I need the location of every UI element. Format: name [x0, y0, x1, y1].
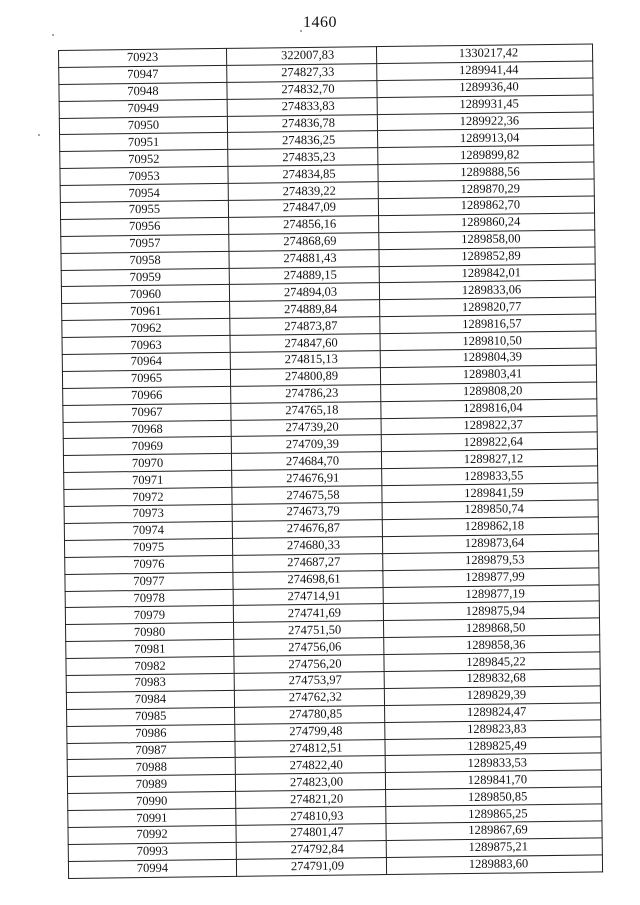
- y-coordinate-cell: 1289833,53: [385, 753, 601, 773]
- y-coordinate-cell: 1289808,20: [381, 382, 597, 402]
- x-coordinate-cell: 274739,20: [231, 418, 381, 437]
- x-coordinate-cell: 274894,03: [229, 283, 379, 302]
- x-coordinate-cell: 274709,39: [231, 435, 381, 454]
- x-coordinate-cell: 274753,97: [234, 672, 384, 691]
- point-id-cell: 70992: [68, 825, 236, 844]
- y-coordinate-cell: 1289832,68: [384, 669, 600, 689]
- point-id-cell: 70975: [64, 538, 232, 557]
- point-id-cell: 70948: [59, 82, 227, 101]
- point-id-cell: 70958: [61, 251, 229, 270]
- x-coordinate-cell: 274889,15: [229, 266, 379, 285]
- y-coordinate-cell: 1289913,04: [378, 128, 594, 148]
- y-coordinate-cell: 1330217,42: [376, 44, 592, 64]
- x-coordinate-cell: 274847,09: [228, 199, 378, 218]
- y-coordinate-cell: 1289822,64: [381, 432, 597, 452]
- scan-speck: [300, 30, 302, 32]
- point-id-cell: 70988: [67, 758, 235, 777]
- point-id-cell: 70968: [63, 420, 231, 439]
- point-id-cell: 70955: [60, 200, 228, 219]
- y-coordinate-cell: 1289875,94: [383, 601, 599, 621]
- point-id-cell: 70969: [63, 437, 231, 456]
- y-coordinate-cell: 1289822,37: [381, 416, 597, 436]
- x-coordinate-cell: 274835,23: [228, 148, 378, 167]
- point-id-cell: 70964: [62, 352, 230, 371]
- x-coordinate-cell: 274765,18: [231, 401, 381, 420]
- point-id-cell: 70966: [63, 386, 231, 405]
- x-coordinate-cell: 274836,25: [228, 131, 378, 150]
- scan-speck: [52, 34, 54, 36]
- y-coordinate-cell: 1289823,83: [385, 720, 601, 740]
- x-coordinate-cell: 274868,69: [229, 232, 379, 251]
- point-id-cell: 70962: [62, 319, 230, 338]
- point-id-cell: 70959: [61, 268, 229, 287]
- y-coordinate-cell: 1289873,64: [382, 534, 598, 554]
- y-coordinate-cell: 1289862,70: [378, 196, 594, 216]
- coordinates-table-body: [59, 44, 603, 878]
- x-coordinate-cell: 274687,27: [233, 553, 383, 572]
- point-id-cell: 70949: [59, 99, 227, 118]
- y-coordinate-cell: 1289941,44: [377, 61, 593, 81]
- point-id-cell: 70980: [66, 623, 234, 642]
- point-id-cell: 70957: [61, 234, 229, 253]
- y-coordinate-cell: 1289827,12: [381, 449, 597, 469]
- y-coordinate-cell: 1289888,56: [378, 162, 594, 182]
- x-coordinate-cell: 274834,85: [228, 165, 378, 184]
- point-id-cell: 70982: [66, 656, 234, 675]
- y-coordinate-cell: 1289883,60: [386, 855, 602, 875]
- y-coordinate-cell: 1289816,04: [381, 399, 597, 419]
- y-coordinate-cell: 1289870,29: [378, 179, 594, 199]
- x-coordinate-cell: 274762,32: [234, 688, 384, 707]
- point-id-cell: 70994: [68, 859, 236, 878]
- point-id-cell: 70970: [63, 454, 231, 473]
- x-coordinate-cell: 274676,87: [232, 520, 382, 539]
- point-id-cell: 70976: [65, 555, 233, 574]
- y-coordinate-cell: 1289852,89: [379, 247, 595, 267]
- point-id-cell: 70993: [68, 842, 236, 861]
- y-coordinate-cell: 1289922,36: [377, 112, 593, 132]
- y-coordinate-cell: 1289867,69: [386, 821, 602, 841]
- x-coordinate-cell: 274698,61: [233, 570, 383, 589]
- y-coordinate-cell: 1289868,50: [383, 618, 599, 638]
- y-coordinate-cell: 1289865,25: [386, 804, 602, 824]
- x-coordinate-cell: 274684,70: [231, 452, 381, 471]
- x-coordinate-cell: 274675,58: [232, 486, 382, 505]
- y-coordinate-cell: 1289858,36: [384, 635, 600, 655]
- point-id-cell: 70989: [67, 775, 235, 794]
- x-coordinate-cell: 274881,43: [229, 249, 379, 268]
- y-coordinate-cell: 1289833,06: [379, 280, 595, 300]
- point-id-cell: 70973: [64, 504, 232, 523]
- point-id-cell: 70961: [62, 302, 230, 321]
- point-id-cell: 70974: [64, 521, 232, 540]
- point-id-cell: 70981: [66, 640, 234, 659]
- x-coordinate-cell: 274832,70: [227, 80, 377, 99]
- page-number: 1460: [303, 14, 337, 31]
- coordinates-table-container: [58, 43, 602, 878]
- y-coordinate-cell: 1289860,24: [379, 213, 595, 233]
- y-coordinate-cell: 1289841,70: [385, 770, 601, 790]
- y-coordinate-cell: 1289825,49: [385, 736, 601, 756]
- point-id-cell: 70971: [64, 471, 232, 490]
- y-coordinate-cell: 1289862,18: [382, 517, 598, 537]
- y-coordinate-cell: 1289842,01: [379, 264, 595, 284]
- point-id-cell: 70991: [68, 808, 236, 827]
- point-id-cell: 70972: [64, 488, 232, 507]
- x-coordinate-cell: 274676,91: [232, 469, 382, 488]
- x-coordinate-cell: 274786,23: [231, 384, 381, 403]
- y-coordinate-cell: 1289845,22: [384, 652, 600, 672]
- scan-speck: [38, 134, 40, 136]
- y-coordinate-cell: 1289877,19: [383, 584, 599, 604]
- point-id-cell: 70987: [67, 741, 235, 760]
- x-coordinate-cell: 274815,13: [230, 351, 380, 370]
- x-coordinate-cell: 274810,93: [236, 807, 386, 826]
- x-coordinate-cell: 274856,16: [229, 216, 379, 235]
- x-coordinate-cell: 274799,48: [235, 722, 385, 741]
- point-id-cell: 70967: [63, 403, 231, 422]
- point-id-cell: 70985: [67, 707, 235, 726]
- x-coordinate-cell: 322007,83: [226, 47, 376, 66]
- point-id-cell: 70960: [61, 285, 229, 304]
- point-id-cell: 70952: [60, 150, 228, 169]
- y-coordinate-cell: 1289803,41: [380, 365, 596, 385]
- y-coordinate-cell: 1289879,53: [383, 551, 599, 571]
- x-coordinate-cell: 274836,78: [227, 114, 377, 133]
- y-coordinate-cell: 1289875,21: [386, 838, 602, 858]
- point-id-cell: 70947: [59, 65, 227, 84]
- y-coordinate-cell: 1289936,40: [377, 78, 593, 98]
- x-coordinate-cell: 274822,40: [235, 756, 385, 775]
- y-coordinate-cell: 1289833,55: [382, 466, 598, 486]
- point-id-cell: 70984: [66, 690, 234, 709]
- y-coordinate-cell: 1289820,77: [380, 297, 596, 317]
- x-coordinate-cell: 274714,91: [233, 587, 383, 606]
- y-coordinate-cell: 1289931,45: [377, 95, 593, 115]
- y-coordinate-cell: 1289841,59: [382, 483, 598, 503]
- x-coordinate-cell: 274792,84: [236, 840, 386, 859]
- y-coordinate-cell: 1289824,47: [385, 703, 601, 723]
- y-coordinate-cell: 1289804,39: [380, 348, 596, 368]
- point-id-cell: 70923: [59, 48, 227, 67]
- x-coordinate-cell: 274756,06: [234, 638, 384, 657]
- y-coordinate-cell: 1289810,50: [380, 331, 596, 351]
- x-coordinate-cell: 274827,33: [227, 63, 377, 82]
- y-coordinate-cell: 1289858,00: [379, 230, 595, 250]
- x-coordinate-cell: 274873,87: [230, 317, 380, 336]
- x-coordinate-cell: 274791,09: [236, 857, 386, 876]
- x-coordinate-cell: 274751,50: [234, 621, 384, 640]
- point-id-cell: 70956: [61, 217, 229, 236]
- x-coordinate-cell: 274780,85: [235, 705, 385, 724]
- x-coordinate-cell: 274821,20: [236, 790, 386, 809]
- x-coordinate-cell: 274812,51: [235, 739, 385, 758]
- y-coordinate-cell: 1289829,39: [384, 686, 600, 706]
- point-id-cell: 70953: [60, 167, 228, 186]
- point-id-cell: 70951: [60, 133, 228, 152]
- x-coordinate-cell: 274756,20: [234, 655, 384, 674]
- y-coordinate-cell: 1289877,99: [383, 568, 599, 588]
- x-coordinate-cell: 274833,83: [227, 97, 377, 116]
- x-coordinate-cell: 274847,60: [230, 334, 380, 353]
- y-coordinate-cell: 1289850,85: [386, 787, 602, 807]
- point-id-cell: 70950: [59, 116, 227, 135]
- point-id-cell: 70979: [65, 606, 233, 625]
- point-id-cell: 70965: [62, 369, 230, 388]
- x-coordinate-cell: 274800,89: [230, 368, 380, 387]
- y-coordinate-cell: 1289816,57: [380, 314, 596, 334]
- x-coordinate-cell: 274823,00: [235, 773, 385, 792]
- point-id-cell: 70990: [68, 792, 236, 811]
- x-coordinate-cell: 274839,22: [228, 182, 378, 201]
- point-id-cell: 70978: [65, 589, 233, 608]
- y-coordinate-cell: 1289850,74: [382, 500, 598, 520]
- x-coordinate-cell: 274801,47: [236, 824, 386, 843]
- point-id-cell: 70977: [65, 572, 233, 591]
- x-coordinate-cell: 274741,69: [233, 604, 383, 623]
- point-id-cell: 70963: [62, 336, 230, 355]
- x-coordinate-cell: 274680,33: [232, 536, 382, 555]
- scan-speck: [128, 742, 130, 744]
- point-id-cell: 70983: [66, 673, 234, 692]
- x-coordinate-cell: 274889,84: [230, 300, 380, 319]
- x-coordinate-cell: 274673,79: [232, 503, 382, 522]
- coordinates-table: [58, 43, 603, 878]
- point-id-cell: 70986: [67, 724, 235, 743]
- y-coordinate-cell: 1289899,82: [378, 145, 594, 165]
- point-id-cell: 70954: [60, 184, 228, 203]
